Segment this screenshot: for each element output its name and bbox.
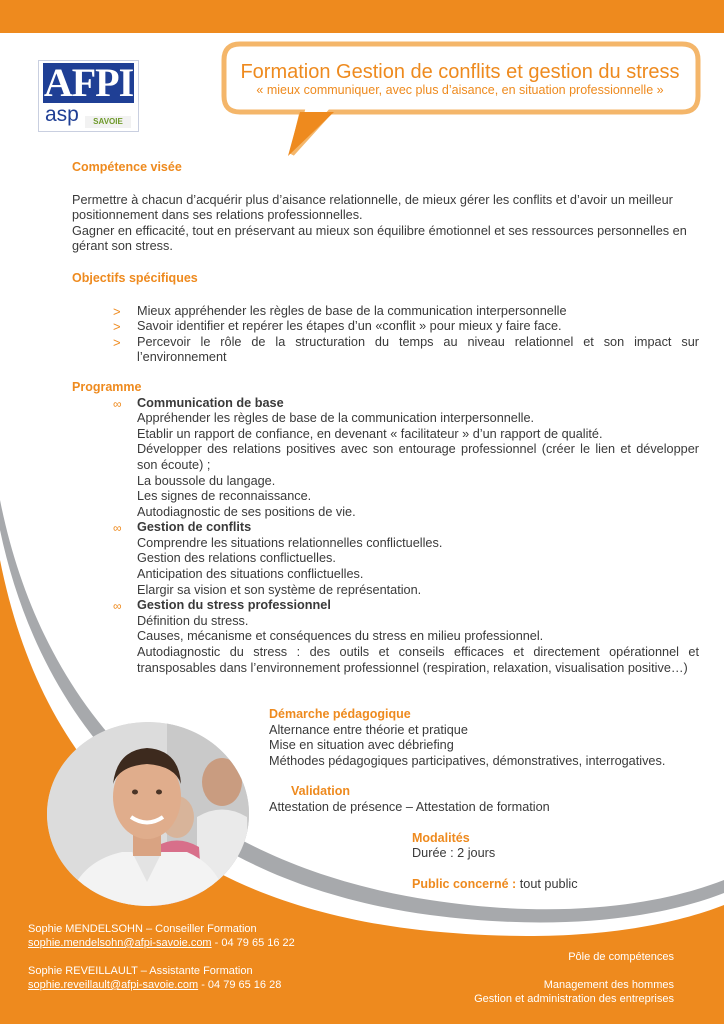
programme-heading: Programme [72, 379, 142, 394]
contact-1-row [28, 936, 295, 950]
page-subtitle: « mieux communiquer, avec plus d’aisance, en situation professionnelle » [256, 83, 664, 97]
objectif-item [113, 335, 699, 366]
contact-2-name: Sophie REVEILLAULT – Assistante Formation [28, 965, 253, 977]
footer-pole-line-2: Management des hommes [543, 979, 674, 991]
photo-illustration [47, 722, 249, 906]
competence-paragraph-1: Permettre à chacun d’acquérir plus d’aisance relationnelle, de mieux gérer les conflits et d’avoir un meilleur positionnement dans ses relations professionnelles. [72, 192, 673, 223]
programme-section [113, 396, 699, 521]
chevron-right-icon: > [113, 334, 121, 350]
contact-1-email-link[interactable]: sophie.mendelsohn@afpi-savoie.com [28, 937, 212, 949]
logo-brand: AFPI [43, 60, 134, 105]
logo-sub: asp [45, 103, 79, 126]
demarche-line-3: Méthodes pédagogiques participatives, démonstratives, interrogatives. [269, 753, 666, 768]
public-text: tout public [519, 876, 578, 891]
demarche-line-1: Alternance entre théorie et pratique [269, 722, 468, 737]
infinity-bullet-icon: ∞ [113, 599, 122, 614]
programme-list [113, 396, 699, 677]
footer-pole [474, 950, 674, 1006]
modalites-text: Durée : 2 jours [412, 846, 496, 861]
validation-heading: Validation [291, 784, 351, 799]
page-title: Formation Gestion de conflits et gestion du stress [240, 61, 680, 83]
programme-line: Elargir sa vision et son système de représentation. [137, 582, 422, 597]
programme-section [113, 520, 699, 598]
competence-paragraph-2: Gagner en efficacité, tout en préservant au mieux son équilibre émotionnel et ses ressources personnelles en gérant son stress. [72, 223, 687, 254]
programme-line: Définition du stress. [137, 613, 249, 628]
objectif-item [113, 304, 699, 320]
demarche-heading: Démarche pédagogique [269, 707, 411, 721]
footer-pole-line-1: Pôle de compétences [568, 951, 674, 963]
programme-line: Autodiagnostic de ses positions de vie. [137, 504, 356, 519]
people-photo [47, 722, 249, 906]
public-heading: Public concerné : [412, 876, 517, 891]
programme-line: Appréhender les règles de base de la communication interpersonnelle. [137, 411, 535, 426]
competence-heading: Compétence visée [72, 160, 182, 174]
main-content [72, 160, 699, 676]
programme-section [113, 598, 699, 676]
contact-2-phone: - 04 79 65 16 28 [198, 979, 282, 991]
programme-line: La boussole du langage. [137, 473, 276, 488]
programme-line: Causes, mécanisme et conséquences du stress en milieu professionnel. [137, 629, 544, 644]
objectifs-list [113, 304, 699, 366]
objectifs-heading: Objectifs spécifiques [72, 270, 198, 285]
programme-line: Comprendre les situations relationnelles conflictuelles. [137, 535, 443, 550]
contact-2-row [28, 978, 295, 992]
contact-1-phone: - 04 79 65 16 22 [211, 937, 295, 949]
validation-text: Attestation de présence – Attestation de formation [269, 799, 550, 814]
objectif-text: Percevoir le rôle de la structuration du temps au niveau relationnel et son impact sur l’environnement [137, 334, 699, 365]
demarche-line-2: Mise en situation avec débriefing [269, 738, 454, 753]
objectif-text: Mieux appréhender les règles de base de la communication interpersonnelle [137, 303, 567, 318]
chevron-right-icon: > [113, 303, 121, 319]
programme-line: Etablir un rapport de confiance, en devenant « facilitateur » d’un rapport de qualité. [137, 426, 603, 441]
programme-line: Développer des relations positives avec son entourage professionnel (créer le lien et développer son écoute) ; [137, 442, 699, 472]
contact-2-email-link[interactable]: sophie.reveillault@afpi-savoie.com [28, 979, 199, 991]
info-block [269, 707, 709, 892]
programme-section-title: Communication de base [137, 395, 284, 410]
objectif-item [113, 319, 699, 335]
logo-region: SAVOIE [85, 116, 131, 128]
footer-contacts [28, 922, 295, 992]
programme-line: Anticipation des situations conflictuelles. [137, 567, 364, 582]
infinity-bullet-icon: ∞ [113, 521, 122, 536]
modalites-heading: Modalités [412, 830, 470, 845]
programme-line: Gestion des relations conflictuelles. [137, 551, 336, 566]
contact-1-name: Sophie MENDELSOHN – Conseiller Formation [28, 923, 257, 935]
objectif-text: Savoir identifier et repérer les étapes d’un «conflit » pour mieux y faire face. [137, 319, 562, 334]
programme-section-title: Gestion de conflits [137, 520, 252, 535]
public-row [412, 877, 709, 893]
programme-line: Autodiagnostic du stress : des outils et conseils efficaces et directement opérationnel et transposables dans l’environnement professionnel (respiration, relaxation, visualisation positive…) [137, 645, 699, 675]
programme-line: Les signes de reconnaissance. [137, 489, 312, 504]
programme-section-title: Gestion du stress professionnel [137, 598, 331, 613]
infinity-bullet-icon: ∞ [113, 396, 122, 411]
chevron-right-icon: > [113, 319, 121, 335]
footer-pole-line-3: Gestion et administration des entreprises [474, 993, 674, 1005]
